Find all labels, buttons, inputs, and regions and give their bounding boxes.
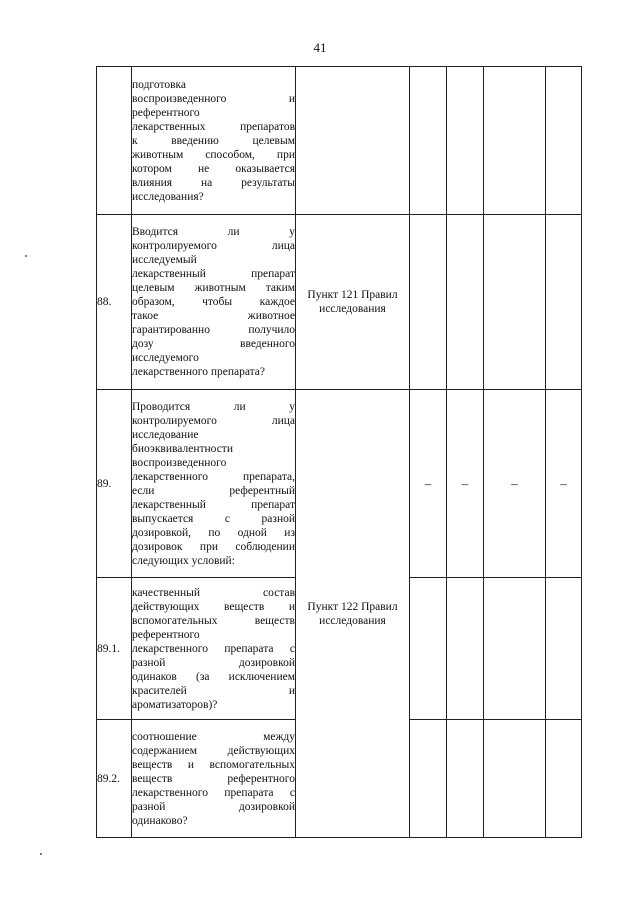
answer-cell: [447, 215, 484, 390]
question-line: разной дозировкой: [132, 800, 295, 813]
answer-cell: [546, 67, 582, 215]
question-line: целевым животным таким: [132, 282, 295, 294]
question-line: исследование: [132, 428, 199, 441]
answer-cell: [546, 578, 582, 720]
question-line: такое животное: [132, 310, 295, 322]
reference-cell: Пункт 122 Правил исследования: [296, 390, 410, 838]
question-line: к введению целевым: [132, 134, 295, 147]
question-line: контролируемого лица: [132, 240, 295, 252]
question-line: воспроизведенного: [132, 456, 227, 469]
question-line: лекарственного препарата,: [132, 470, 295, 483]
question-line: дозировок при соблюдении: [132, 540, 295, 553]
answer-cell: [410, 578, 447, 720]
question-line: Вводится ли у: [132, 226, 295, 238]
answer-cell: [410, 215, 447, 390]
question-cell: [132, 390, 296, 578]
checklist-table: [96, 66, 582, 838]
question-line: одинаков (за исключением: [132, 670, 295, 683]
question-line: гарантированно получило: [132, 324, 295, 336]
question-line: качественный состав: [132, 586, 295, 599]
question-line: лекарственный препарат: [132, 268, 295, 280]
question-line: веществ референтного: [132, 772, 295, 785]
question-line: исследуемый: [132, 254, 197, 266]
item-number: 89.2.: [97, 720, 132, 838]
answer-cell: –: [484, 390, 546, 578]
question-line: образом, чтобы каждое: [132, 296, 295, 308]
question-line: красителей и: [132, 684, 295, 697]
table-row: [97, 390, 582, 578]
question-line: исследования?: [132, 190, 204, 203]
question-line: животным способом, при: [132, 148, 295, 161]
answer-cell: [546, 720, 582, 838]
question-line: Проводится ли у: [132, 400, 295, 413]
item-number: [97, 67, 132, 215]
question-line: следующих условий:: [132, 554, 235, 567]
question-line: влияния на результаты: [132, 176, 295, 189]
item-number: 88.: [97, 215, 132, 390]
answer-cell: [546, 215, 582, 390]
question-line: действующих веществ и: [132, 600, 295, 613]
reference-cell: [296, 67, 410, 215]
question-line: разной дозировкой: [132, 656, 295, 669]
reference-cell: Пункт 121 Правил исследования: [296, 215, 410, 390]
question-line: одинаково?: [132, 814, 188, 827]
item-number: 89.: [97, 390, 132, 578]
answer-cell: –: [546, 390, 582, 578]
answer-cell: [410, 67, 447, 215]
question-cell: [132, 720, 296, 838]
question-cell: [132, 215, 296, 390]
question-line: лекарственного препарата с: [132, 786, 295, 799]
answer-cell: –: [410, 390, 447, 578]
answer-cell: [447, 67, 484, 215]
scan-speck: [25, 255, 27, 257]
question-line: соотношение между: [132, 730, 295, 743]
question-cell: [132, 67, 296, 215]
question-line: выпускается с разной: [132, 512, 295, 525]
answer-cell: [447, 578, 484, 720]
question-line: вспомогательных веществ: [132, 614, 295, 627]
question-line: дозу введенного: [132, 338, 295, 350]
question-line: ароматизаторов)?: [132, 698, 218, 711]
question-line: референтного: [132, 628, 200, 641]
question-line: референтного: [132, 106, 200, 119]
question-line: дозировкой, по одной из: [132, 526, 295, 539]
answer-cell: [447, 720, 484, 838]
question-line: содержанием действующих: [132, 744, 295, 757]
question-line: лекарственного препарата?: [132, 366, 266, 378]
page-number: 41: [313, 40, 327, 55]
question-line: подготовка: [132, 78, 187, 91]
answer-cell: [484, 578, 546, 720]
question-line: исследуемого: [132, 352, 199, 364]
question-line: биоэквивалентности: [132, 442, 233, 455]
question-line: лекарственного препарата с: [132, 642, 295, 655]
question-line: контролируемого лица: [132, 414, 295, 427]
scan-speck: [40, 853, 42, 855]
question-line: воспроизведенного и: [132, 92, 295, 105]
question-line: лекарственный препарат: [132, 498, 295, 511]
answer-cell: [484, 720, 546, 838]
item-number: 89.1.: [97, 578, 132, 720]
answer-cell: [484, 215, 546, 390]
answer-cell: –: [447, 390, 484, 578]
table-row: [97, 215, 582, 390]
table-row: [97, 67, 582, 215]
answer-cell: [410, 720, 447, 838]
question-line: котором не оказывается: [132, 162, 295, 175]
question-cell: [132, 578, 296, 720]
question-line: веществ и вспомогательных: [132, 758, 295, 771]
question-line: если референтный: [132, 484, 295, 497]
answer-cell: [484, 67, 546, 215]
question-line: лекарственных препаратов: [132, 120, 295, 133]
